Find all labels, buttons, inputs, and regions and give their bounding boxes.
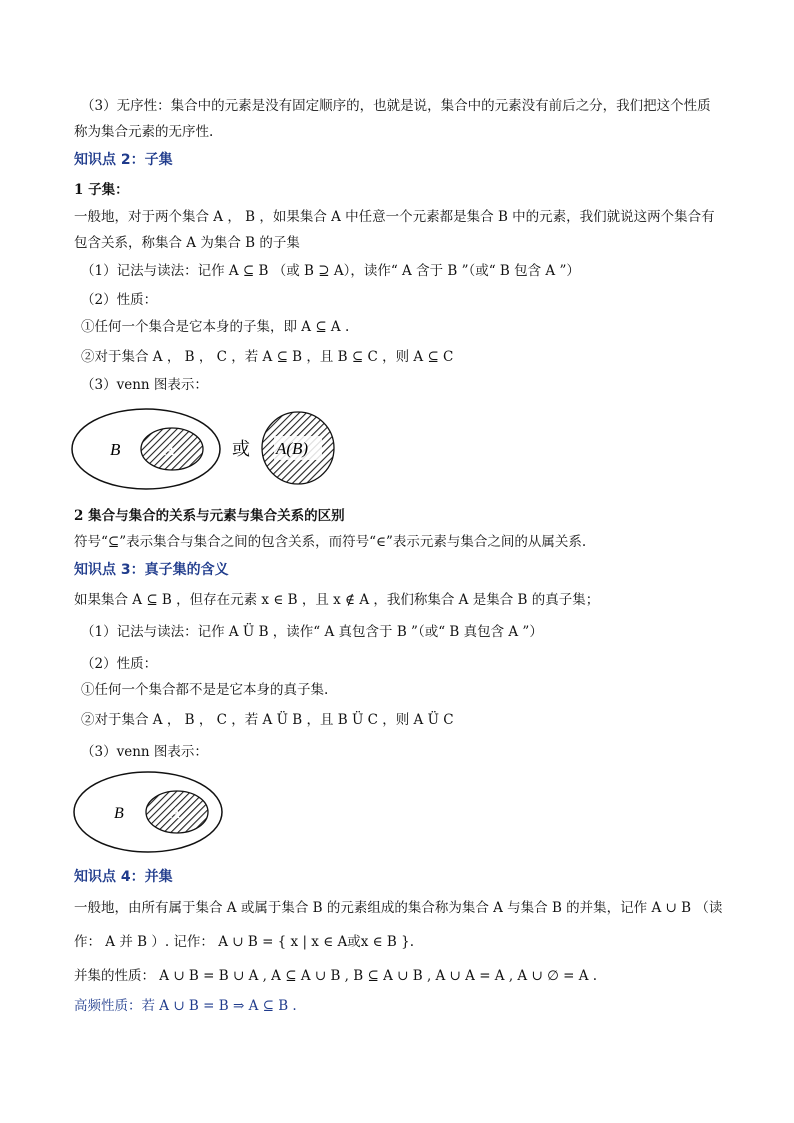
venn-diagram-subset	[70, 408, 370, 494]
text-line: （2）性质：	[81, 292, 158, 308]
text-line: ①任何一个集合都不是是它本身的真子集.	[81, 682, 329, 698]
subheading: 2 集合与集合的关系与元素与集合关系的区别	[74, 508, 345, 524]
text-line: （2）性质：	[81, 656, 158, 672]
text-line: 并集的性质： A ∪ B = B ∪ A , A ⊆ A ∪ B , B ⊆ A ∪ B , A ∪ A = A , A ∪ ∅ = A .	[74, 968, 598, 984]
text-line: （3）venn 图表示：	[81, 744, 208, 760]
or-connector: 或	[232, 439, 250, 459]
text-line: 如果集合 A ⊆ B ，但存在元素 x ∈ B ，且 x ∉ A ，我们称集合 A 是集合 B 的真子集；	[74, 592, 600, 608]
section-heading: 知识点 4：并集	[74, 869, 173, 885]
text-line: ②对于集合 A ， B ， C ，若 A Ü B ，且 B Ü C ，则 A Ü C	[81, 712, 454, 728]
text-line: （3）venn 图表示：	[81, 377, 208, 393]
text-line: 包含关系，称集合 A 为集合 B 的子集	[74, 235, 300, 251]
highlight-property: 高频性质：若 A ∪ B = B ⇒ A ⊆ B .	[74, 998, 297, 1014]
equal-set-label: A(B)	[276, 439, 309, 458]
text-line: （1）记法与读法：记作 A Ü B ，读作“ A 真包含于 B ”（或“ B 真包含 A ”）	[81, 624, 543, 640]
text-line: ①任何一个集合是它本身的子集，即 A ⊆ A .	[81, 319, 350, 335]
text-line: 一般地，由所有属于集合 A 或属于集合 B 的元素组成的集合称为集合 A 与集合 B 的并集，记作 A ∪ B （读	[74, 900, 723, 916]
text-line: 作： A 并 B ）. 记作： A ∪ B = { x | x ∈ A或x ∈ B }.	[74, 934, 415, 950]
inner-set-label: A	[170, 805, 180, 822]
outer-set-label: B	[114, 805, 124, 822]
text-line: （1）记法与读法：记作 A ⊆ B （或 B ⊇ A），读作“ A 含于 B ”（或“ B 包含 A ”）	[81, 263, 580, 279]
text-line: 一般地，对于两个集合 A ， B ，如果集合 A 中任意一个元素都是集合 B 中的元素，我们就说这两个集合有	[74, 209, 715, 225]
venn-diagram-proper-subset	[70, 770, 240, 858]
text-line: 符号“⊆”表示集合与集合之间的包含关系，而符号“∈”表示元素与集合之间的从属关系.	[74, 534, 587, 550]
section-heading: 知识点 3：真子集的含义	[74, 562, 229, 578]
text-line: （3）无序性：集合中的元素是没有固定顺序的，也就是说，集合中的元素没有前后之分，我们把这个性质	[81, 98, 711, 114]
outer-set-label: B	[110, 440, 121, 459]
text-line: 称为集合元素的无序性.	[74, 124, 214, 140]
inner-set-label: A	[164, 440, 175, 459]
section-heading: 知识点 2：子集	[74, 152, 173, 168]
text-line: ②对于集合 A ， B ， C ，若 A ⊆ B ，且 B ⊆ C ，则 A ⊆ C	[81, 349, 454, 365]
subheading: 1 子集：	[74, 182, 129, 198]
